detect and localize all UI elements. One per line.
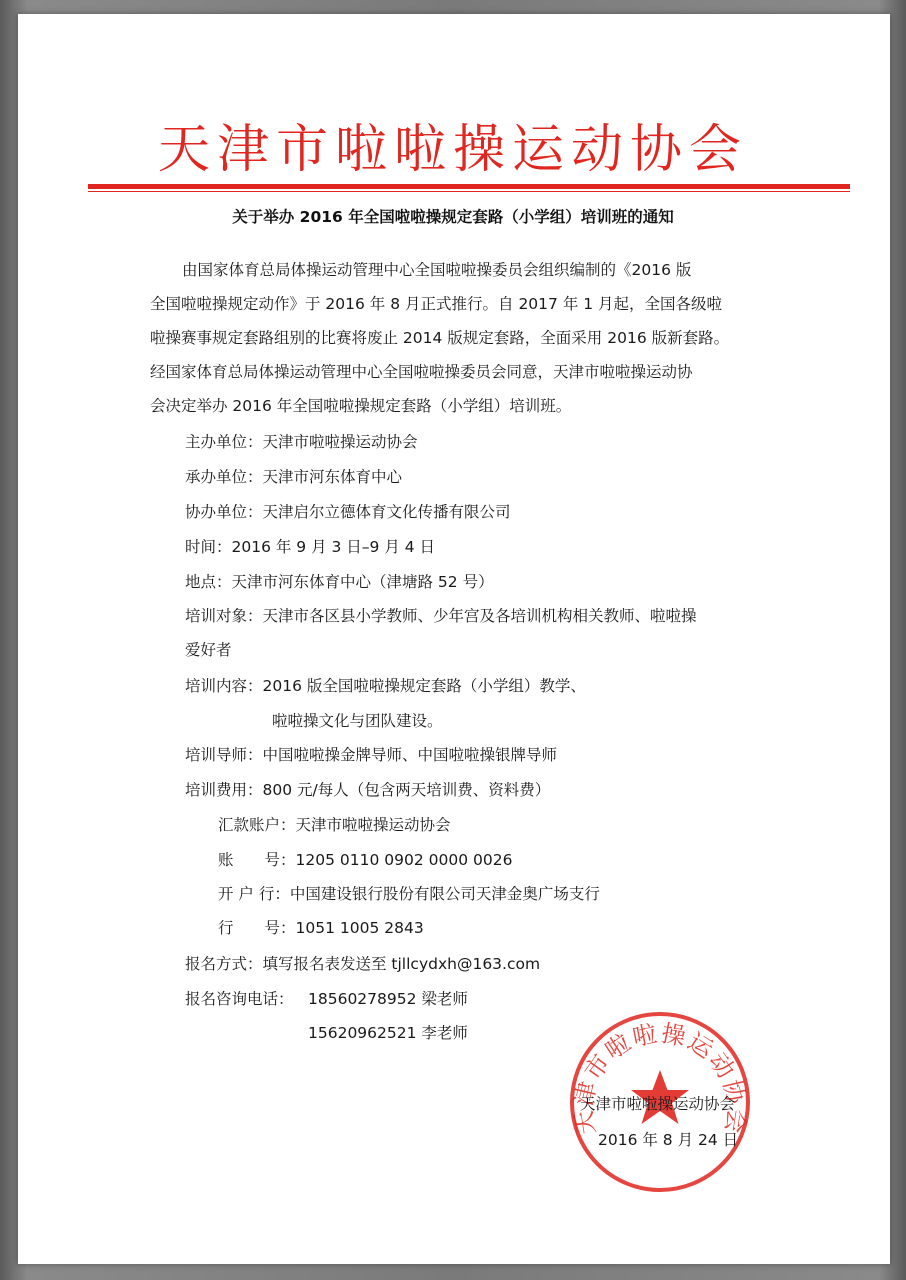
intro-line-3: 啦操赛事规定套路组别的比赛将废止 2014 版规定套路，全面采用 2016 版新套路。 xyxy=(150,329,730,347)
content-line-2: 啦啦操文化与团队建设。 xyxy=(272,712,443,730)
signature-date: 2016 年 8 月 24 日 xyxy=(598,1131,739,1149)
letterhead-title: 天津市啦啦操运动协会 xyxy=(157,120,748,180)
organizer-line: 承办单位：天津市河东体育中心 xyxy=(185,468,403,486)
audience-line-2: 爱好者 xyxy=(185,641,232,659)
audience-line-1: 培训对象：天津市各区县小学教师、少年宫及各培训机构相关教师、啦啦操 xyxy=(185,607,697,625)
document-page xyxy=(18,14,890,1264)
bank-line: 开 户 行：中国建设银行股份有限公司天津金奥广场支行 xyxy=(218,885,600,903)
time-line: 时间：2016 年 9 月 3 日–9 月 4 日 xyxy=(185,538,436,556)
fee-line: 培训费用：800 元/每人（包含两天培训费、资料费） xyxy=(185,781,551,799)
intro-line-2: 全国啦啦操规定动作》于 2016 年 8 月正式推行。自 2017 年 1 月起，全国各级啦 xyxy=(150,295,723,313)
content-line-1: 培训内容：2016 版全国啦啦操规定套路（小学组）教学、 xyxy=(185,677,586,695)
account-name-line: 汇款账户：天津市啦啦操运动协会 xyxy=(218,816,451,834)
instructors-line: 培训导师：中国啦啦操金牌导师、中国啦啦操银牌导师 xyxy=(185,746,558,764)
letterhead-rule-thin xyxy=(88,191,850,192)
contact-phone-1: 18560278952 梁老师 xyxy=(308,990,468,1008)
seal-text: 天津市啦啦操运动协会 xyxy=(569,1019,751,1137)
location-line: 地点：天津市河东体育中心（津塘路 52 号） xyxy=(185,573,494,591)
intro-line-4: 经国家体育总局体操运动管理中心全国啦啦操委员会同意，天津市啦啦操运动协 xyxy=(150,363,693,381)
letterhead-rule-thick xyxy=(88,184,850,189)
signup-line: 报名方式：填写报名表发送至 tjllcydxh@163.com xyxy=(185,955,541,973)
account-number-line: 账 号：1205 0110 0902 0000 0026 xyxy=(218,851,513,869)
co-organizer-line: 协办单位：天津启尔立德体育文化传播有限公司 xyxy=(185,503,511,521)
intro-line-5: 会决定举办 2016 年全国啦啦操规定套路（小学组）培训班。 xyxy=(150,397,572,415)
contact-label: 报名咨询电话： xyxy=(185,990,294,1008)
signature-org: 天津市啦啦操运动协会 xyxy=(580,1095,736,1113)
intro-line-1: 由国家体育总局体操运动管理中心全国啦啦操委员会组织编制的《2016 版 xyxy=(182,261,692,279)
contact-phone-2: 15620962521 李老师 xyxy=(308,1024,468,1042)
notice-subject: 关于举办 2016 年全国啦啦操规定套路（小学组）培训班的通知 xyxy=(232,208,674,226)
bank-number-line: 行 号：1051 1005 2843 xyxy=(218,919,424,937)
host-line: 主办单位：天津市啦啦操运动协会 xyxy=(185,433,418,451)
